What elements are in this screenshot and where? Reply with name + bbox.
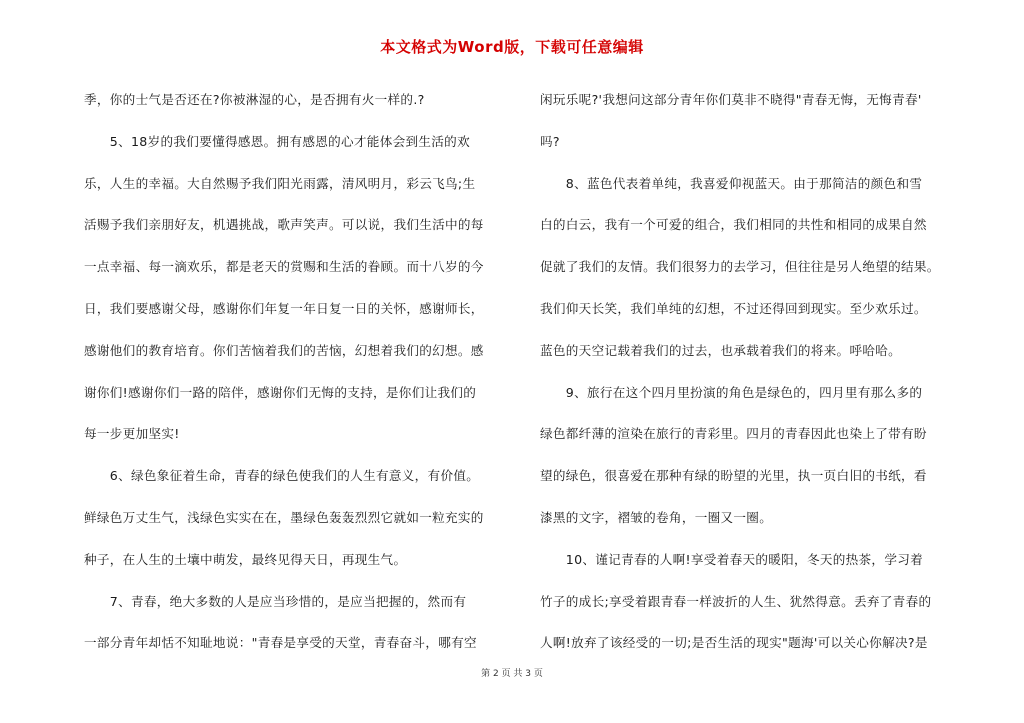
text-line: 一点幸福、每一滴欢乐，都是老天的赏赐和生活的眷顾。而十八岁的今 [84, 259, 484, 275]
text-line: 季，你的士气是否还在?你被淋湿的心，是否拥有火一样的.? [84, 92, 425, 107]
text-line: 人啊!放弃了该经受的一切;是否生活的现实"题海'可以关心你解决?是 [540, 635, 928, 651]
text-line: 9、旅行在这个四月里扮演的角色是绿色的，四月里有那么多的 [540, 384, 923, 400]
text-line: 5、18岁的我们要懂得感恩。拥有感恩的心才能体会到生活的欢 [84, 133, 470, 149]
text-line: 每一步更加坚实! [84, 426, 180, 442]
text-line: 闲玩乐呢?'我想问这部分青年你们莫非不晓得"青春无悔，无悔青春' [540, 92, 922, 107]
text-line: 10、谨记青春的人啊!享受着春天的暖阳，冬天的热茶，学习着 [540, 551, 923, 567]
text-line: 日，我们要感谢父母，感谢你们年复一年日复一日的关怀，感谢师长， [84, 300, 484, 316]
text-line: 乐，人生的幸福。大自然赐予我们阳光雨露，清风明月，彩云飞鸟;生 [84, 175, 476, 191]
text-line: 6、绿色象征着生命，青春的绿色使我们的人生有意义，有价值。 [84, 468, 480, 484]
text-line: 鲜绿色万丈生气，浅绿色实实在在，墨绿色轰轰烈烈它就如一粒充实的 [84, 509, 484, 525]
text-line: 我们仰天长笑，我们单纯的幻想，不过还得回到现实。至少欢乐过。 [540, 300, 927, 316]
text-line: 一部分青年却恬不知耻地说："青春是享受的天堂，青春奋斗，哪有空 [84, 635, 477, 651]
text-line: 促就了我们的友情。我们很努力的去学习，但往往是另人绝望的结果。 [540, 259, 940, 275]
text-line: 漆黑的文字，褶皱的卷角，一圈又一圈。 [540, 509, 773, 525]
text-line: 谢你们!感谢你们一路的陪伴，感谢你们无悔的支持，是你们让我们的 [84, 384, 477, 400]
text-line: 白的白云，我有一个可爱的组合，我们相同的共性和相同的成果自然 [540, 217, 927, 233]
right-text-column [540, 79, 978, 664]
text-line: 竹子的成长;享受着跟青春一样波折的人生、犹然得意。丢弃了青春的 [540, 593, 932, 609]
text-line: 种子，在人生的土壤中萌发，最终见得天日，再现生气。 [84, 551, 407, 567]
page-number-footer: 第 2 页 共 3 页 [481, 669, 543, 679]
text-line: 7、青春，绝大多数的人是应当珍惜的，是应当把握的，然而有 [84, 593, 467, 609]
text-line: 活赐予我们亲朋好友，机遇挑战，歌声笑声。可以说，我们生活中的每 [84, 217, 484, 233]
text-line: 蓝色的天空记载着我们的过去，也承载着我们的将来。呼哈哈。 [540, 342, 902, 358]
text-line: 吗? [540, 133, 560, 149]
left-text-column [84, 79, 522, 664]
text-line: 感谢他们的教育培育。你们苦恼着我们的苦恼，幻想着我们的幻想。感 [84, 342, 484, 358]
document-banner: 本文格式为Word版，下载可任意编辑 [380, 38, 644, 56]
text-line: 绿色都纤薄的渲染在旅行的青彩里。四月的青春因此也染上了带有盼 [540, 426, 927, 442]
text-line: 望的绿色，很喜爱在那种有绿的盼望的光里，执一页白旧的书纸，看 [540, 468, 927, 484]
text-line: 8、蓝色代表着单纯，我喜爱仰视蓝天。由于那简洁的颜色和雪 [540, 175, 923, 191]
